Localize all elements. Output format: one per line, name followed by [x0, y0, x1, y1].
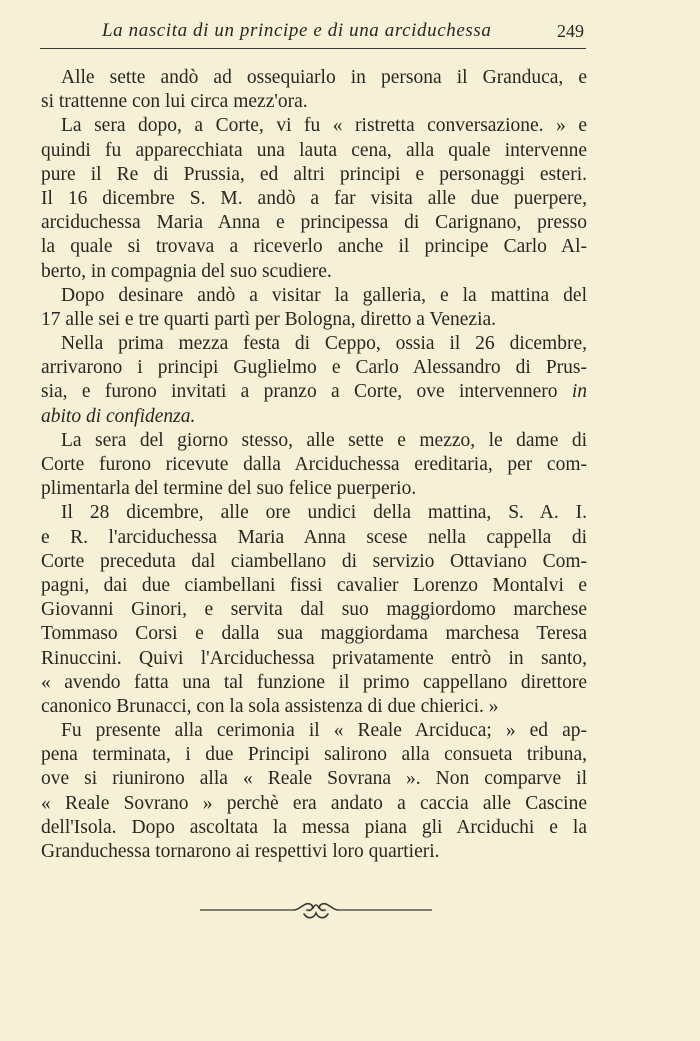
text-line: 17 alle sei e tre quarti partì per Bologna, diretto a Venezia. [41, 308, 497, 330]
text-line: Il 16 dicembre S. M. andò a far visita alle due puerpere, [41, 187, 587, 209]
text-line: Fu presente alla cerimonia il « Reale Arciduca; » ed ap- [61, 720, 587, 742]
text-line: la quale si trovava a riceverlo anche il principe Carlo Al- [41, 236, 587, 258]
text-line: Rinuccini. Quivi l'Arciduchessa privatamente entrò in santo, [41, 647, 587, 669]
italic-text-line: abito di confidenza. [41, 405, 196, 427]
text-line: pena terminata, i due Principi salirono alla consueta tribuna, [41, 744, 587, 766]
text-line: La sera dopo, a Corte, vi fu « ristretta conversazione. » e [61, 115, 587, 137]
text-line: quindi fu apparecchiata una lauta cena, alla quale intervenne [41, 139, 587, 161]
text-line: Corte preceduta dal ciambellano di servizio Ottaviano Com- [41, 550, 587, 572]
text-line: Tommaso Corsi e dalla sua maggiordama marchesa Teresa [41, 623, 587, 645]
text-line: canonico Brunacci, con la sola assistenza di due chierici. » [41, 695, 499, 717]
text-line: si trattenne con lui circa mezz'ora. [41, 91, 308, 113]
paragraph [41, 719, 587, 864]
text-line: Giovanni Ginori, e servita dal suo maggiordomo marchese [41, 599, 587, 621]
text-line: arciduchessa Maria Anna e principessa di Carignano, presso [41, 212, 587, 234]
paragraph [41, 332, 587, 429]
text-line: « avendo fatta una tal funzione il primo cappellano direttore [41, 671, 587, 693]
italic-text: in [571, 381, 587, 403]
paragraph [41, 66, 587, 114]
paragraph [41, 429, 587, 502]
text-line: Il 28 dicembre, alle ore undici della mattina, S. A. I. [61, 502, 587, 524]
text-line: e R. l'arciduchessa Maria Anna scese nella cappella di [41, 526, 587, 548]
text-line: pagni, dai due ciambellani fissi cavalier Lorenzo Montalvi e [41, 574, 587, 596]
text-line: Alle sette andò ad ossequiarlo in persona il Granduca, e [61, 67, 587, 88]
text-line: ove si riunirono alla « Reale Sovrana ». Non comparve il [41, 768, 587, 790]
text-line: La sera del giorno stesso, alle sette e mezzo, le dame di [61, 429, 587, 451]
text-line: Dopo desinare andò a visitar la galleria, e la mattina del [61, 284, 587, 306]
text-line: dell'Isola. Dopo ascoltata la messa piana gli Arciduchi e la [41, 816, 587, 838]
paragraph [41, 114, 587, 283]
text-line: berto, in compagnia del suo scudiere. [41, 260, 332, 282]
text-line: Granduchessa tornarono ai respettivi loro quartieri. [41, 841, 440, 862]
flourish-ornament-icon [294, 904, 338, 918]
body-text [41, 66, 587, 864]
decorative-flourish-divider [200, 898, 432, 926]
text-line: Nella prima mezza festa di Ceppo, ossia il 26 dicembre, [61, 333, 587, 355]
page-number: 249 [557, 21, 584, 41]
text-line: « Reale Sovrano » perchè era andato a caccia alle Cascine [41, 792, 587, 814]
text-line: Corte furono ricevute dalla Arciduchessa ereditaria, per com- [41, 454, 587, 475]
text-segment: sia, e furono invitati a pranzo a Corte, ove intervennero [41, 381, 558, 403]
text-line: arrivarono i principi Guglielmo e Carlo Alessandro di Prus- [41, 357, 587, 379]
text-line: plimentarla del termine del suo felice puerperio. [41, 478, 417, 500]
paragraph [41, 501, 587, 719]
running-title: La nascita di un principe e di una arciduchessa [102, 20, 492, 41]
text-line: pure il Re di Prussia, ed altri principi e personaggi esteri. [41, 163, 587, 185]
text-line [41, 380, 587, 404]
running-header [40, 18, 586, 49]
paragraph [41, 284, 587, 332]
